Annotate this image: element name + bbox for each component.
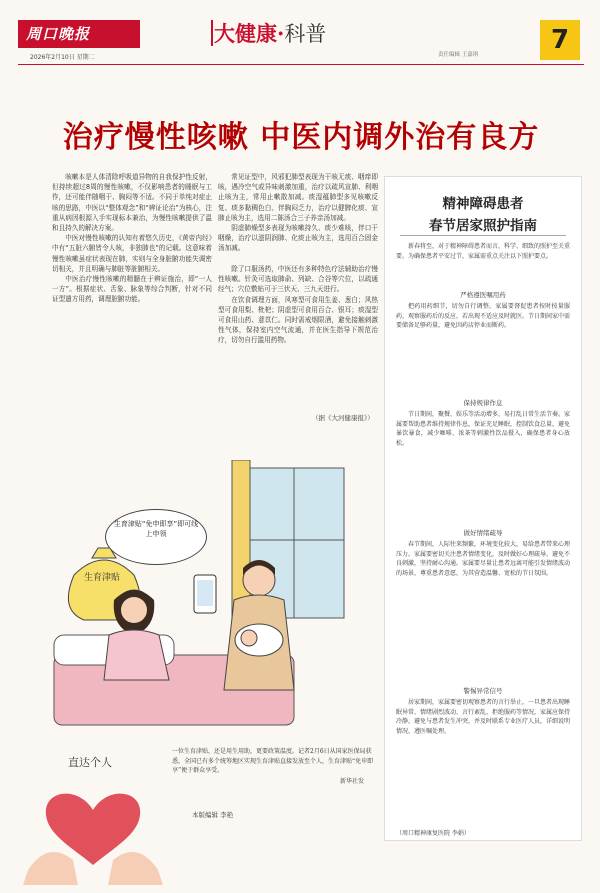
money-bag-label: 生育津贴 [83, 573, 120, 583]
paragraph: 春节期间，人际往来频繁，环境变化较大，易给患者带来心理压力。家属要密切关注患者情绪变化，及时做好心理疏导。避免不良刺激，坚持耐心沟通。家属要尽量让患者远离可能引发情绪波动的场景，尊重患者意愿，为其营造温馨、宽松的节日氛围。 [396, 541, 570, 577]
article-source: （据《大河健康报》） [312, 414, 374, 422]
section-title [214, 18, 326, 48]
page-number: 7 [540, 20, 580, 60]
sidebar-title-line2: 春节居家照护指南 [429, 218, 537, 234]
article-column-2 [218, 172, 378, 260]
newspaper-logo: 周口晚报 [18, 20, 140, 48]
sidebar-section-title: 做好情绪疏导 [463, 529, 503, 537]
sidebar-section-text [396, 540, 570, 670]
sidebar-section-text [396, 302, 570, 390]
paragraph: 新春将至，对于精神障碍患者而言，科学、细致的照护至关重要。为确保患者平安过节，家属需重点关注以下照护要点。 [396, 243, 570, 260]
illustration-caption: 一位生育津贴，还是用生用助，更要政策温度。记者2月6日从国家医保局获悉，全国已有多个统筹地区实现生育津贴直接发放至个人，生育津贴“免申即享”便于群众享受。 [172, 748, 374, 775]
paragraph: 除了口服汤药，中医还有多种特色疗法辅助治疗慢性咳嗽。针灸可选取肺俞、列缺、合谷等穴位，以疏通经气；穴位敷贴可于三伏天、三九天进行。 [218, 265, 378, 294]
sidebar-title-line1: 精神障碍患者 [442, 196, 524, 212]
article-headline: 治疗慢性咳嗽 中医内调外治有良方 [62, 120, 540, 155]
speech-bubble-text: 生育津贴“免申即享”即可线上申领 [113, 520, 199, 538]
paragraph: 节日期间，聚餐、娱乐等活动增多，易打乱日常生活节奏。家属要帮助患者维持规律作息，保证充足睡眠，控制饮食总量，避免暴饮暴食，减少咖啡、浓茶等刺激性饮品摄入，确保患者身心放松。 [396, 411, 570, 447]
hands-heart-decoration [18, 770, 168, 885]
paragraph: 常见证型中，风邪犯肺型表现为干咳无痰、咽痒即咳，遇冷空气或异味刺激加重，治疗以疏风宣肺、利咽止咳为主，常用止嗽散加减。痰湿蕴肺型多见咳嗽反复、痰多黏稠色白、伴胸闷乏力，治疗以健脾化痰、宣肺止咳为主，选用二陈汤合三子养亲汤加减。 [218, 173, 378, 222]
section-sub: 科普 [284, 22, 327, 46]
hand-left-icon [23, 852, 78, 885]
sidebar-section-title: 保持规律作息 [463, 399, 503, 407]
header-editor: 责任编辑 王嘉琪 [438, 52, 479, 58]
sidebar-section-title: 严格遵医嘱用药 [460, 291, 506, 299]
article-column-3 [218, 264, 378, 414]
sidebar-title-rule [400, 235, 566, 236]
paragraph: 咳嗽本是人体清除呼吸道异物的自我保护性反射，但持续超过8周的慢性咳嗽，不仅影响患者的睡眠与工作，还可能伴随咽干、胸闷等不适。不同于单纯对症止咳的思路，中医以“整体观念”和“辨证论治”为核心，注重从病因根源入手实现标本兼治，为慢性咳嗽提供了温和且持久的解决方案。 [52, 173, 212, 233]
article-column-1 [52, 172, 212, 404]
sidebar-intro [396, 242, 570, 282]
section-main: 大健康 [214, 21, 277, 46]
section-dot: · [277, 21, 285, 46]
caption-title: 直达个人 [68, 756, 112, 769]
paragraph: 把药用药细节，切勿自行调整。家属要督促患者按时按量服药，观察服药后的反应，若出现不适应及时就医。节日期间家中需要储备足够药量，避免因药店停业而断药。 [396, 303, 570, 330]
paragraph: 在饮食调理方面，风寒型可食用生姜、葱白；风热型可食用梨、枇杷；阴虚型可食用百合、银耳；痰湿型可食用山药、薏苡仁。同时需戒烟限酒，避免接触刺激性气体，保持室内空气流通，并在医生指导下规范治疗，切勿自行滥用药物。 [218, 295, 378, 345]
paragraph: 中医对慢性咳嗽的认知有着悠久历史，《黄帝内经》中有“五脏六腑皆令人咳，非独肺也”的记载。这意味着慢性咳嗽虽症状表现在肺，实则与全身脏腑功能失调密切相关，并且明确与肺脏等脏腑相关。 [52, 234, 212, 273]
paragraph: 中医治疗慢性咳嗽的精髓在于辨证施治，即“一人一方”。根据症状、舌象、脉象等综合判断，针对不同证型遣方用药，调理脏腑功能。 [52, 275, 212, 304]
sidebar-footer: （周口精神康复医院 李娟） [396, 830, 470, 837]
sidebar-section-text [396, 698, 570, 824]
issue-date: 2026年2月10日 星期二 [30, 54, 95, 61]
sidebar-section-text [396, 410, 570, 520]
paragraph: 居家期间，家属要密切观察患者的言行举止，一旦患者出现睡眠异常、情绪剧烈波动、言行紊乱、拒绝服药等情况，家属应保持冷静，避免与患者发生冲突，并及时联系专业医疗人员，详细说明情况，遵医嘱处理。 [396, 699, 570, 735]
caption-source: 新华社发 [340, 778, 365, 785]
hand-right-icon [108, 852, 163, 885]
header-rule [18, 64, 584, 65]
paragraph: 阴虚肺燥型多表现为咳嗽持久、痰少难咳，伴口干咽燥，治疗以滋阴润肺、化痰止咳为主，选用百合固金汤加减。 [218, 224, 378, 253]
sidebar-section-title: 警惕异常信号 [463, 687, 503, 695]
section-divider [211, 20, 213, 46]
illustration [44, 460, 354, 730]
page-editor: 本版编辑 李艳 [192, 811, 234, 819]
